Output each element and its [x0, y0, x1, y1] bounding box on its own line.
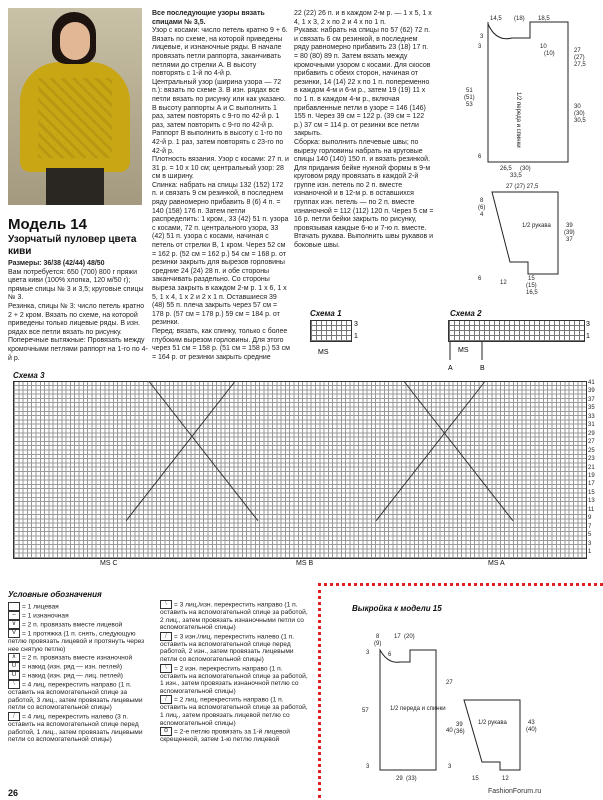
row-num: 15 — [588, 489, 595, 496]
row-num: 9 — [588, 515, 592, 522]
face-shape — [60, 22, 90, 60]
cable-line — [149, 382, 258, 521]
schema3-row-numbers — [588, 379, 602, 557]
p14-label-19: 37 — [566, 237, 573, 243]
schema1-label-1: 1 — [354, 333, 358, 340]
col3-p1: 22 (22) 26 п. и в каждом 2-м р. — 1 х 5, 1 х 4, 1 х 3, 2 х по 2 и 4 х по 1 п. — [294, 10, 432, 26]
col2-p2: Узор с косами: число петель кратно 9 + 6. Вязать по схеме, на которой приведены лицевые, и изнаночные ряды. В начале провязать петли раппорта, заканчивать петлями до стрелки А. В высоту повторять с 1-й по 4-й р. — [152, 27, 288, 78]
p14-label-9: 30 — [574, 104, 581, 110]
legend-item: – = 1 изнаночная — [8, 611, 148, 620]
p15-label-11: 29 — [396, 776, 403, 782]
rib-text: Резинка, спицы № 3: число петель кратно 2 + 2 кром. Вязать по схеме, на которой приведены только лицевые ряды. В изн. рядах все петли вязать по рисунку. — [8, 302, 145, 336]
legend-column-1 — [8, 602, 148, 744]
row-num: 3 — [588, 540, 592, 547]
col2-p5: Спинка: набрать на спицы 132 (152) 172 п. и связать 9 см резинкой, в последнем ряду равномерно прибавить 8 (6) 4 п. = 140 (158) 176 п. Затем петли распределить: 1 кром., 33 (42) 51 п. узора с косами, 72 п. центрального узора, 33 (42) 51 п. узора с косами, начиная с петель от стрелки В, 1 кром. Через 52 см = 162 р. (52 см = 162 р.) 54 см = 168 р. от резинки закрыть для вырезов горловины средние 24 (24) 28 п. и обе стороны заканчивать раздельно. Со стороны выреза закрыть в каждом 2-м р. 1 х 6, 1 х 5, 1 х 4, 1 х 2 и 2 х 1 п. Оставшиеся 39 (48) 55 п. плеча закрыть через 57 см = 178 р. (57 см = 178 р.) 59 см = 184 р. от резинки. — [152, 181, 289, 327]
legend-item: U = накид (изн. ряд — изн. петлей) — [8, 662, 148, 671]
legend-symbol: ⧸ — [160, 695, 172, 704]
site-watermark: FashionForum.ru — [488, 788, 542, 795]
legend-column-2 — [160, 600, 310, 744]
row-num: 17 — [588, 481, 595, 488]
p14-label-14: 33,5 — [510, 173, 522, 179]
p14-label-0: 14,5 — [490, 16, 502, 22]
row-num: 19 — [588, 472, 595, 479]
p14-label-29: 6 — [478, 154, 482, 160]
row-num: 33 — [588, 413, 595, 420]
p14-label-17: 39 — [566, 223, 573, 229]
row-num: 23 — [588, 456, 595, 463]
legend-item: ⊙ = 2-е петлю провязать за 1-й лицевой скрещенной, затем 1-ю петлю лицевой — [160, 728, 290, 744]
row-num: 29 — [588, 430, 595, 437]
p14-label-28: 6 — [478, 276, 482, 282]
p14-label-8: 53 — [466, 102, 473, 108]
p14-label-30: 3 — [480, 34, 484, 40]
p15-label-14: 39 — [456, 722, 463, 728]
legend-symbol: U — [8, 662, 20, 671]
row-num: 11 — [588, 506, 595, 513]
schema1-title: Схема 1 — [310, 309, 342, 318]
p14-label-31: 3 — [478, 44, 482, 50]
ms-a-label: MS A — [488, 560, 505, 567]
p14-label-20: 8 — [480, 198, 484, 204]
legend-item: ⧵ = 2 изн. перекрестить направо (1 п. оставить на вспомогательной спице за работой, 1 изн., затем провязать изнаночной петлю со вспомогательной спицы) — [160, 664, 308, 695]
row-num: 21 — [588, 464, 595, 471]
p14-label-12: 26,5 — [500, 166, 512, 172]
p15-label-10: 3 — [366, 764, 370, 770]
col2-p6: Перед: вязать, как спинку, только с более глубоким вырезом горловины. Для этого через 51 см = 158 р. (51 см = 158 р.) 53 см = 164 р. от резинки закрыть средние — [152, 327, 290, 361]
front-back-outline — [488, 22, 568, 162]
schema2-title: Схема 2 — [450, 309, 482, 318]
p15-label-20: 3 — [448, 764, 452, 770]
p14-label-21: (6) — [478, 205, 486, 211]
p14-label-10: (30) — [574, 111, 585, 117]
model-subtitle: Узорчатый пуловер цвета киви — [8, 234, 137, 257]
p14-label-7: (51) — [464, 95, 475, 101]
p14-label-15: 1/2 переда и спинки — [515, 92, 521, 148]
sleeve-outline — [492, 192, 558, 274]
p15-label-2: 17 — [394, 634, 401, 640]
legend-item: ⧵ = 3 лиц./изн. перекрестить направо (1 п. оставить на вспомогательной спице за работой, 2 лиц., затем провязать изнаночными петли со вспомогательной спицы) — [160, 601, 308, 632]
legend-symbol: ⊙ — [160, 727, 172, 736]
schema2-label-ms: MS — [458, 347, 469, 354]
col2-p1: Все последующие узоры вязать спицами № 3,5. — [152, 10, 265, 26]
schema2-label-3: 3 — [586, 321, 590, 328]
row-num: 41 — [588, 380, 595, 386]
p14-label-26: (15) — [526, 283, 537, 289]
schema1-label-ms: MS — [318, 349, 329, 356]
row-num: 25 — [588, 447, 595, 454]
row-num: 35 — [588, 405, 595, 412]
p14-label-23: 1/2 рукава — [522, 223, 551, 229]
legend-symbol — [8, 602, 20, 611]
col3-p2: Рукава: набрать на спицы по 57 (62) 72 п. и связать 6 см резинкой, в последнем ряду равномерно прибавить 23 (18) 17 п. = 80 (80) 89 п. Затем вязать между кромочными узором с косами. Для скосов прибавить с обеих сторон, начиная от резинки, 14 (14) 22 х по 1 п. попеременно в каждом 4-м и 6-м р., затем 19 (19) 11 х по 1 п. в каждом 4-м р., включая прибавленные петли в узоре = 146 (146) 155 п. Через 39 см = 122 р. (39 см = 122 р.) 37 см = 114 р. от резинки все петли закрыть. — [294, 27, 431, 138]
row-num: 31 — [588, 422, 595, 429]
schema2-label-1: 1 — [586, 333, 590, 340]
page-number: 26 — [8, 788, 19, 798]
text-column-2 — [152, 10, 290, 362]
p14-label-24: 12 — [500, 280, 507, 286]
sizes-text: Размеры: 36/38 (42/44) 48/50 — [8, 260, 105, 267]
p15-label-6: 27 — [446, 680, 453, 686]
p15-label-12: (33) — [406, 776, 417, 782]
text-column-3 — [294, 10, 434, 251]
schema1-labels — [300, 318, 380, 360]
p14-label-3: 27 — [574, 48, 581, 54]
pattern15-title: Выкройка к модели 15 — [352, 604, 442, 613]
legend-symbol: ∧ — [8, 653, 20, 662]
ms-c-label: MS C — [100, 560, 118, 567]
cable-line — [376, 382, 485, 521]
row-num: 27 — [588, 439, 595, 446]
row-num: 13 — [588, 498, 595, 505]
p15-label-18: 15 — [472, 776, 479, 782]
pattern-diagram-15 — [352, 620, 592, 790]
p14-label-11: 30,5 — [574, 118, 586, 124]
row-num: 5 — [588, 532, 592, 539]
p15-label-0: 8 — [376, 634, 380, 640]
col2-p3: Центральный узор (ширина узора — 72 п.): вязать по схеме 3. В изн. рядах все петли вязать по рисунку или как указано. В высоту раппорты А и С выполнить 1 раз, затем повторять с 9-го по 42-й р. 1 раз, затем повторить с 9-го по 42-й р. Раппорт В выполнить в высоту с 1-го по 42-й р. 1 раз, затем повторять с 23-го по 42-й р. — [152, 78, 286, 155]
p14-label-1: (18) — [514, 16, 525, 22]
legend-item: ∧ = 2 п. провязать вместе изнаночной — [8, 653, 148, 662]
col3-p3: Сборка: выполнить плечевые швы; по вырезу горловины набрать на круговые спицы 140 (140) 150 п. и вязать резинкой. Для придания бейке нужной формы в 9-м круговом ряду провязать в каждой 2-й группе изн. петель по 2 п. вместе изнаночной и в 12-м р. в оставшихся группах изн. петель — по 2 п. вместе изнаночной = 112 (112) 120 п. Через 5 см = 16 р. петли бейки закрыть по рисунку, провязывая каждые 6-ю и 7-ю п. вместе. Втачать рукава. Выполнить швы рукавов и боковые швы. — [294, 138, 434, 250]
schema2-label-b: B — [480, 365, 485, 372]
legend-item: ⧸ = 4 лиц. перекрестить налево (3 п. оставить на вспомогательной спице перед работой, 1 лиц., затем провязать лицевыми петли со вспомогательной спицы) — [8, 712, 143, 744]
p14-label-33: (10) — [544, 51, 555, 57]
p15-label-5: 3 — [366, 650, 370, 656]
p15-label-13: 1/2 рукава — [478, 720, 507, 726]
col2-p4: Плотность вязания. Узор с косами: 27 п. и 31 р. = 10 х 10 см; центральный узор: 28 см в ширину. — [152, 156, 289, 181]
schema1-label-3: 3 — [354, 321, 358, 328]
p14-label-4: (27) — [574, 55, 585, 61]
legend-symbol: – — [8, 611, 20, 620]
rib2-text: Поперечные вытяжные: Провязать между кромочными петлями раппорт на 1-го по 4-й р. — [8, 337, 148, 362]
p15-label-19: 12 — [502, 776, 509, 782]
legend-symbol: ⧵ — [160, 600, 172, 609]
materials-text: Вам потребуется: 650 (700) 800 г пряжи цвета киви (100% хлопка, 120 м/50 г); прямые спицы № 3 и 3,5; круговые спицы № 3. — [8, 268, 144, 302]
cable-line — [404, 382, 513, 521]
schema3-title: Схема 3 — [13, 371, 45, 380]
legend-item: ⧵ = 4 лиц. перекрестить направо (1 п. оставить на вспомогательной спице за работой, 3 лиц., затем провязать лицевыми петли со вспомогательной спицы) — [8, 681, 143, 712]
legend-symbol: ⧸ — [8, 712, 20, 721]
legend-item: V = 1 протяжка (1 п. снять, следующую петлю провязать лицевой и протянуть через нее снятую петлю) — [8, 630, 145, 653]
pattern-diagram-14 — [440, 12, 600, 302]
p14-label-13: (30) — [520, 166, 531, 172]
p14-label-6: 51 — [466, 88, 473, 94]
row-num: 1 — [588, 549, 592, 556]
row-num: 39 — [588, 388, 595, 395]
p14-label-27: 16,5 — [526, 290, 538, 296]
legend-symbol: ∨ — [8, 620, 20, 629]
p15-label-16: 43 — [528, 720, 535, 726]
legend-item: ∨ = 2 п. провязать вместе лицевой — [8, 620, 148, 629]
schema2-labels — [440, 318, 600, 378]
p15-label-17: (40) — [526, 727, 537, 733]
p14-label-22: 4 — [480, 212, 484, 218]
knit-texture — [38, 78, 112, 158]
p15-label-15: (36) — [454, 729, 465, 735]
legend-symbol: V — [8, 629, 20, 638]
sleeve-outline-15 — [464, 700, 520, 770]
ms-b-label: MS B — [296, 560, 314, 567]
model-photo — [8, 8, 142, 205]
pants-shape — [46, 168, 104, 205]
legend-symbol: U — [8, 671, 20, 680]
cable-line — [126, 382, 235, 521]
legend-title: Условные обозначения — [8, 590, 102, 599]
row-num: 37 — [588, 396, 595, 403]
schema2-label-a: A — [448, 365, 453, 372]
legend-item: = 1 лицевая — [8, 602, 148, 611]
p15-label-4: 6 — [388, 652, 392, 658]
p14-label-32: 10 — [540, 44, 547, 50]
row-num: 7 — [588, 523, 592, 530]
legend-item: ⧸ = 3 изн./лиц. перекрестить налево (1 п. оставить на вспомогательной спице перед работой, 2 изн., затем провязать лицевыми петли со вспомогательной спицы) — [160, 632, 295, 663]
p15-label-7: 57 — [362, 708, 369, 714]
p14-label-2: 18,5 — [538, 16, 550, 22]
legend-item: U = накид (изн. ряд — лиц. петлей) — [8, 671, 148, 680]
text-column-1 — [8, 260, 148, 363]
legend-symbol: ⧸ — [160, 632, 172, 641]
legend-symbol: ⧵ — [8, 680, 20, 689]
p15-label-3: (20) — [404, 634, 415, 640]
p14-label-16: 27 (27) 27,5 — [506, 184, 539, 190]
model-title: Модель 14 — [8, 216, 87, 233]
p15-label-1: (9) — [374, 641, 382, 647]
p15-label-9: 40 — [446, 728, 453, 734]
schema3-grid — [13, 381, 587, 559]
p14-label-5: 27,5 — [574, 62, 586, 68]
p14-label-18: (39) — [564, 230, 575, 236]
legend-item: ⧸ = 2 лиц. перекрестить направо (1 п. оставить на вспомогательной спице за работой, 1 лиц., затем провязать лицевой петлю со вспомогательной спицы) — [160, 696, 308, 727]
p14-label-25: 15 — [528, 276, 535, 282]
legend-symbol: ⧵ — [160, 664, 172, 673]
p15-label-8: 1/2 переда и спинки — [390, 706, 446, 712]
